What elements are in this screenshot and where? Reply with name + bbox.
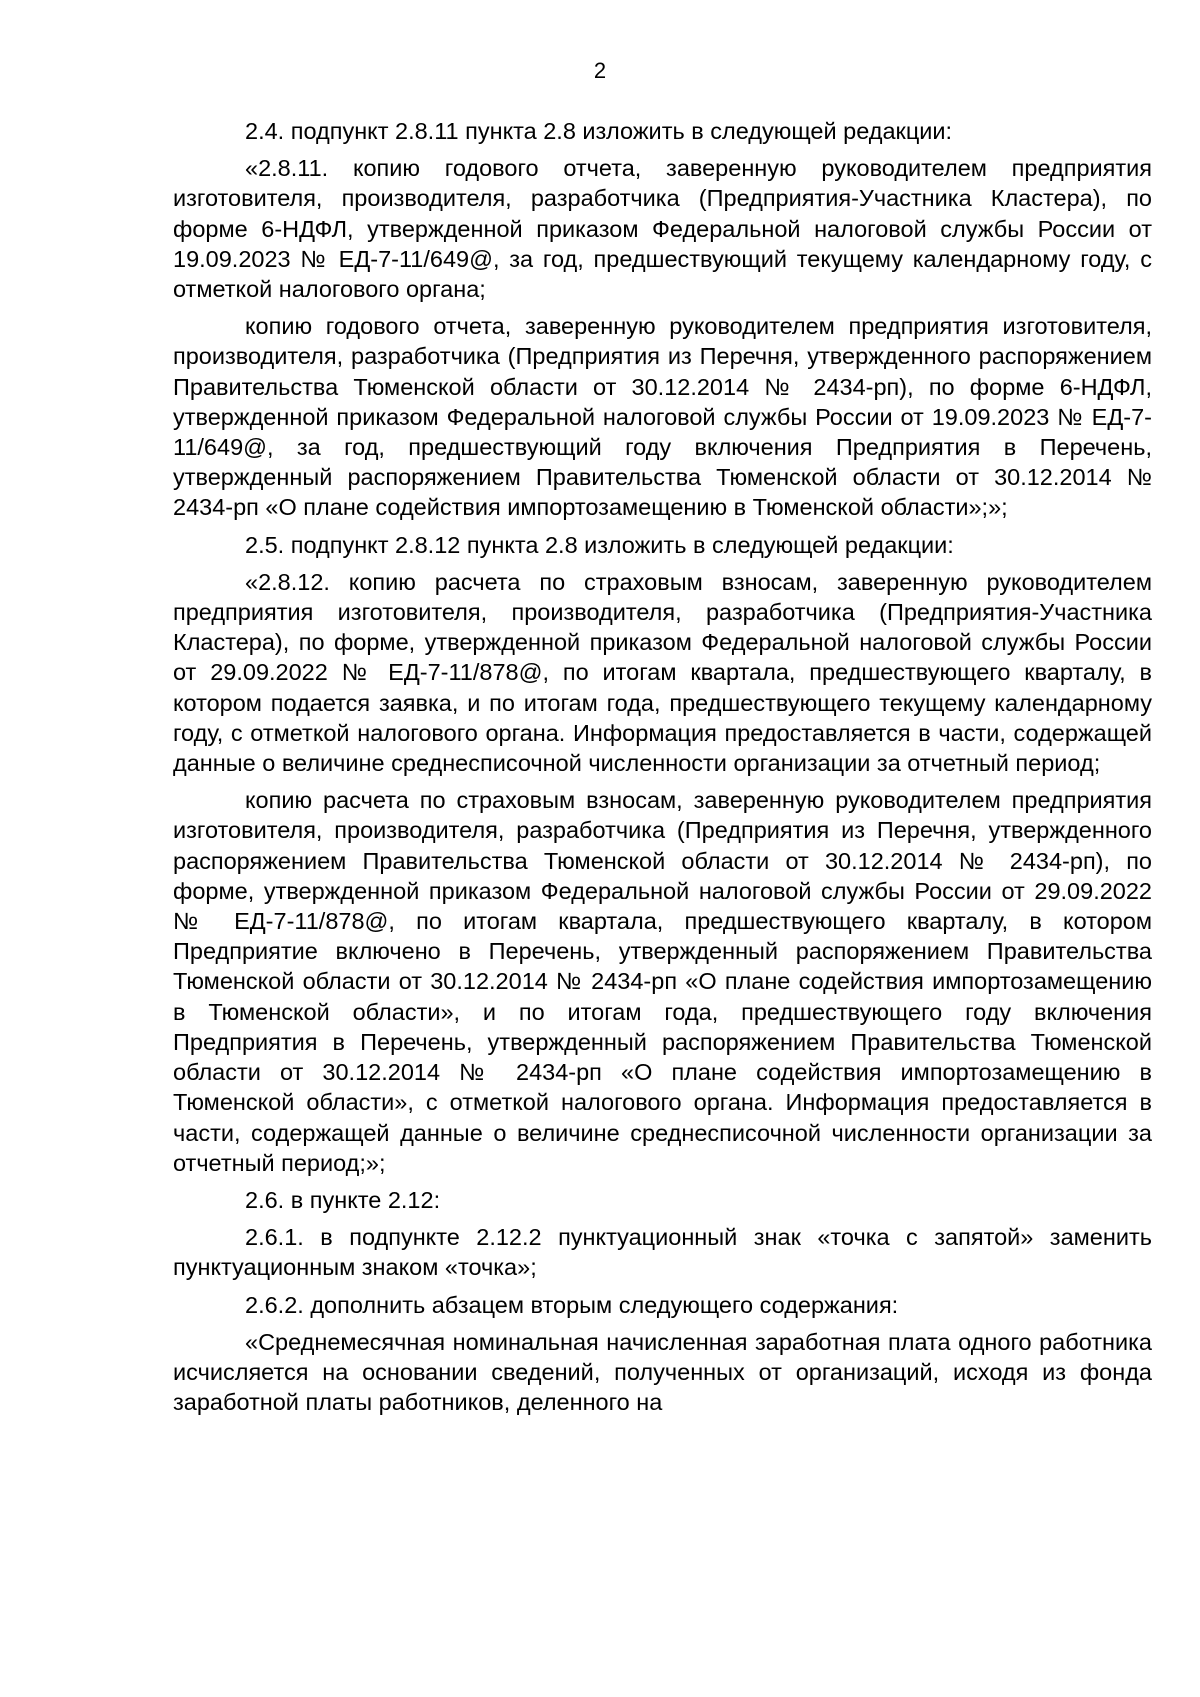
paragraph-2-8-12: «2.8.12. копию расчета по страховым взносам, заверенную руководителем предприятия изготовителя, производителя, разработчика (Предприятия-Участника Кластера), по форме, утвержденной приказом Федеральной налоговой службы России от 29.09.2022 № ЕД-7-11/878@, по итогам квартала, предшествующего кварталу, в котором подается заявка, и по итогам года, предшествующего текущему календарному году, с отметкой налогового органа. Информация предоставляется в части, содержащей данные о величине среднесписочной численности организации за отчетный период; [173,568,1152,777]
paragraph-2-8-11: «2.8.11. копию годового отчета, заверенную руководителем предприятия изготовителя, производителя, разработчика (Предприятия-Участника Кластера), по форме 6-НДФЛ, утвержденной приказом Федеральной налоговой службы России от 19.09.2023 № ЕД-7-11/649@, за год, предшествующий текущему календарному году, с отметкой налогового органа; [173,155,1152,303]
paragraph-2-4: 2.4. подпункт 2.8.11 пункта 2.8 изложить в следующей редакции: [245,118,953,144]
paragraph-average-salary: «Среднемесячная номинальная начисленная заработная плата одного работника исчисляется на основании сведений, полученных от организаций, исходя из фонда заработной платы работников, деленного на [173,1328,1152,1416]
paragraph-2-8-11-continued: копию годового отчета, заверенную руководителем предприятия изготовителя, производителя, разработчика (Предприятия из Перечня, утвержденного распоряжением Правительства Тюменской области от 30.12.2014 № 2434-рп), по форме 6-НДФЛ, утвержденной приказом Федеральной налоговой службы России от 19.09.2023 № ЕД-7-11/649@, за год, предшествующий году включения Предприятия в Перечень, утвержденный распоряжением Правительства Тюменской области от 30.12.2014 № 2434-рп «О плане содействия импортозамещению в Тюменской области»;»; [173,313,1152,521]
document-body [173,116,1152,1424]
paragraph-2-6: 2.6. в пункте 2.12: [245,1186,441,1213]
paragraph-2-6-2: 2.6.2. дополнить абзацем вторым следующего содержания: [245,1291,899,1318]
page-number: 2 [593,58,607,83]
paragraph-2-6-1: 2.6.1. в подпункте 2.12.2 пунктуационный знак «точка с запятой» заменить пунктуационным знаком «точка»; [173,1224,1152,1281]
paragraph-2-8-12-continued: копию расчета по страховым взносам, заверенную руководителем предприятия изготовителя, производителя, разработчика (Предприятия из Перечня, утвержденного распоряжением Правительства Тюменской области от 30.12.2014 № 2434-рп), по форме, утвержденной приказом Федеральной налоговой службы России от 29.09.2022 № ЕД-7-11/878@, по итогам квартала, предшествующего кварталу, в котором Предприятие включено в Перечень, утвержденный распоряжением Правительства Тюменской области от 30.12.2014 № 2434-рп «О плане содействия импортозамещению в Тюменской области», и по итогам года, предшествующего году включения Предприятия в Перечень, утвержденный распоряжением Правительства Тюменской области от 30.12.2014 № 2434-рп «О плане содействия импортозамещению в Тюменской области», с отметкой налогового органа. Информация предоставляется в части, содержащей данные о величине среднесписочной численности организации за отчетный период;»; [173,787,1152,1176]
paragraph-2-5: 2.5. подпункт 2.8.12 пункта 2.8 изложить в следующей редакции: [245,531,954,558]
